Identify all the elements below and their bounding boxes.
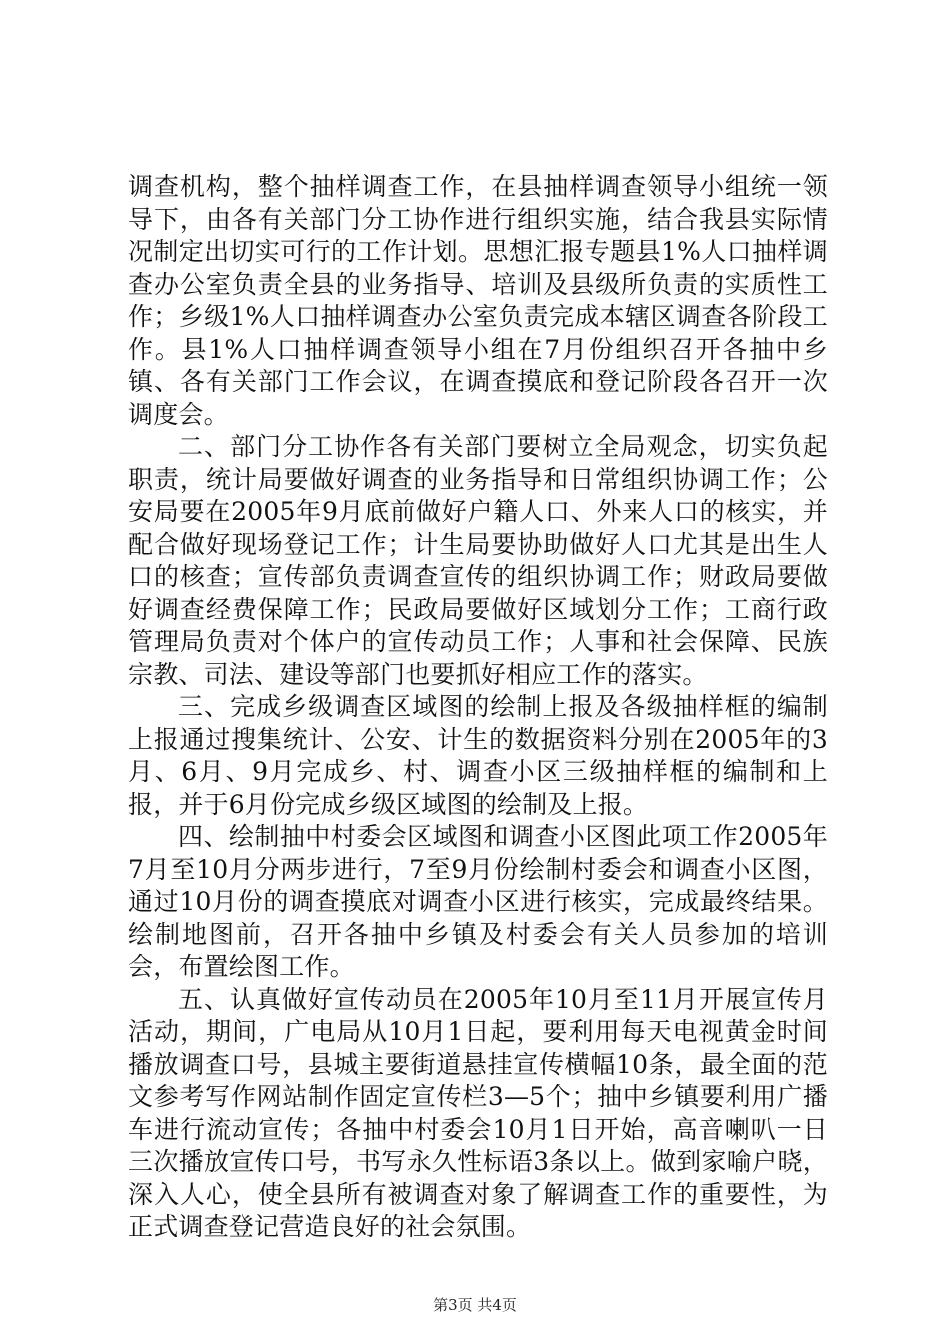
paragraph-section-2: 二、部门分工协作各有关部门要树立全局观念，切实负起职责，统计局要做好调查的业务指导和日常组织协调工作；公安局要在2005年9月底前做好户籍人口、外来人口的核实，并配合做好现场登记工作；计生局要协助做好人口尤其是出生人口的核查；宣传部负责调查宣传的组织协调工作；财政局要做好调查经费保障工作；民政局要做好区域划分工作；工商行政管理局负责对个体户的宣传动员工作；人事和社会保障、民族宗教、司法、建设等部门也要抓好相应工作的落实。 [128, 432, 828, 689]
document-body [128, 171, 828, 1244]
page-footer: 第3页 共4页 [433, 1296, 517, 1314]
paragraph-continued: 调查机构，整个抽样调查工作，在县抽样调查领导小组统一领导下，由各有关部门分工协作进行组织实施，结合我县实际情况制定出切实可行的工作计划。思想汇报专题县1%人口抽样调查办公室负责全县的业务指导、培训及县级所负责的实质性工作；乡级1%人口抽样调查办公室负责完成本辖区调查各阶段工作。县1%人口抽样调查领导小组在7月份组织召开各抽中乡镇、各有关部门工作会议，在调查摸底和登记阶段各召开一次调度会。 [128, 172, 828, 429]
paragraph-section-5: 五、认真做好宣传动员在2005年10月至11月开展宣传月活动，期间，广电局从10月1日起，要利用每天电视黄金时间播放调查口号，县城主要街道悬挂宣传横幅10条，最全面的范文参考写作网站制作固定宣传栏3—5个；抽中乡镇要利用广播车进行流动宣传；各抽中村委会10月1日开始，高音喇叭一日三次播放宣传口号，书写永久性标语3条以上。做到家喻户晓，深入人心，使全县所有被调查对象了解调查工作的重要性，为正式调查登记营造良好的社会氛围。 [128, 984, 828, 1241]
paragraph-section-3: 三、完成乡级调查区域图的绘制上报及各级抽样框的编制上报通过搜集统计、公安、计生的数据资料分别在2005年的3月、6月、9月完成乡、村、调查小区三级抽样框的编制和上报，并于6月份完成乡级区域图的绘制及上报。 [128, 692, 828, 819]
paragraph-section-4: 四、绘制抽中村委会区域图和调查小区图此项工作2005年7月至10月分两步进行，7至9月份绘制村委会和调查小区图，通过10月份的调查摸底对调查小区进行核实，完成最终结果。绘制地图前，召开各抽中乡镇及村委会有关人员参加的培训会，布置绘图工作。 [128, 822, 828, 981]
